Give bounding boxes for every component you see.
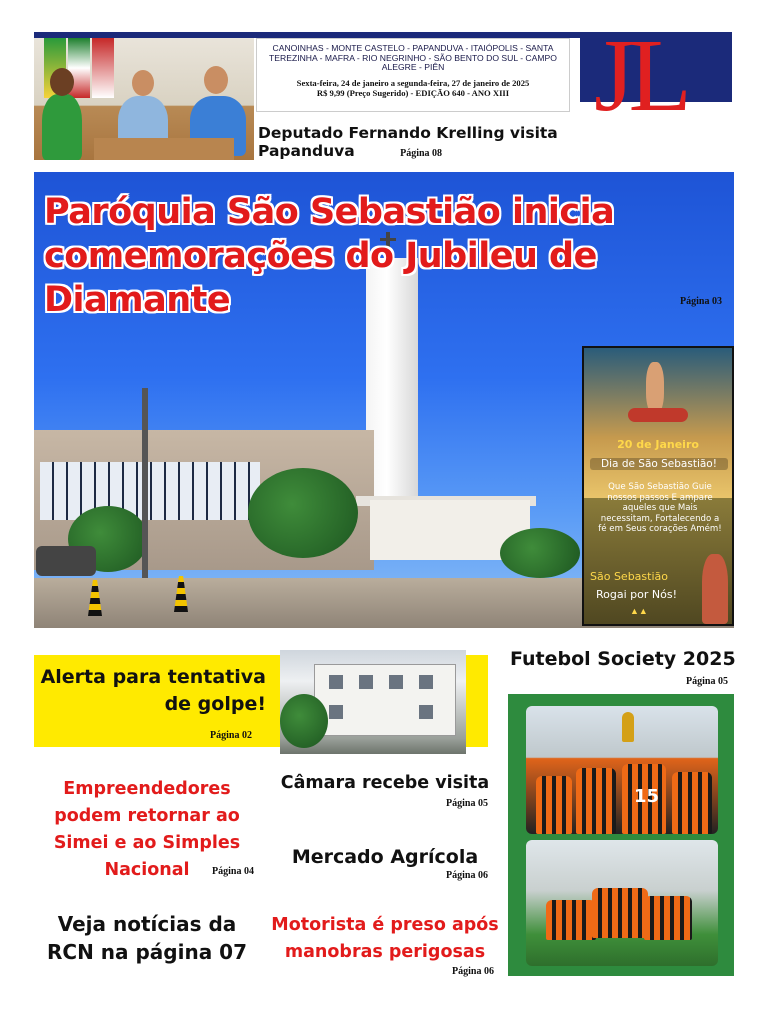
- saint-pray: Rogai por Nós!: [596, 588, 677, 601]
- person-woman-head: [50, 68, 74, 96]
- player: [576, 768, 616, 834]
- driver-headline[interactable]: Motorista é preso após manobras perigosas: [271, 915, 499, 962]
- window: [329, 675, 343, 689]
- saint-prayer: Que São Sebastião Guie nossos passos E ampare aqueles que Mais necessitam, Fortalecendo a fé em Seus corações Amém!: [598, 482, 722, 535]
- person-woman: [42, 94, 82, 160]
- palm-tree: [248, 468, 358, 558]
- entrepreneurs-headline[interactable]: Empreendedores podem retornar ao Simei e ao Simples Nacional: [53, 779, 241, 880]
- deputy-headline: Deputado Fernando Krelling visita Papanduva: [258, 124, 558, 160]
- player: [672, 772, 712, 834]
- entrepreneurs-page-ref: Página 04: [212, 866, 254, 877]
- deputy-page-ref: Página 08: [400, 148, 443, 159]
- window: [329, 705, 343, 719]
- person-right-head: [204, 66, 228, 94]
- date-line: Sexta-feira, 24 de janeiro a segunda-feira, 27 de janeiro de 2025: [296, 77, 530, 88]
- cover-page-ref: Página 03: [680, 296, 722, 307]
- driver-page-ref: Página 06: [452, 966, 494, 977]
- saint-figure: [646, 362, 664, 414]
- camara-headline[interactable]: Câmara recebe visita: [280, 773, 490, 793]
- trophy-icon: [622, 712, 634, 742]
- city-hall-photo[interactable]: [280, 650, 466, 754]
- saint-sebastian-card[interactable]: [582, 346, 734, 626]
- parked-car: [36, 546, 96, 576]
- jersey-number: 15: [634, 786, 660, 807]
- player: [536, 776, 572, 834]
- logo-text: JL: [594, 18, 686, 133]
- saint-date: 20 de Janeiro: [617, 438, 699, 451]
- table: [94, 138, 234, 160]
- tree-right: [500, 528, 580, 578]
- football-celebration-photo[interactable]: [526, 840, 718, 966]
- city-hall-building: [314, 664, 456, 736]
- market-page-ref: Página 06: [446, 870, 488, 881]
- cover-headline[interactable]: Paróquia São Sebastião inicia comemorações do Jubileu de Diamante: [44, 192, 615, 320]
- rcn-headline[interactable]: Veja notícias da RCN na página 07: [47, 912, 247, 964]
- window: [389, 675, 403, 689]
- window: [359, 675, 373, 689]
- player: [546, 900, 596, 940]
- edition-info-box: [256, 38, 570, 112]
- street-pole: [142, 388, 148, 578]
- camara-page-ref: Página 05: [446, 798, 488, 809]
- deputy-story-link[interactable]: [258, 124, 558, 163]
- saint-name: São Sebastião: [590, 570, 668, 583]
- market-headline[interactable]: Mercado Agrícola: [291, 846, 479, 868]
- saint-badge: [628, 408, 688, 422]
- alert-page-ref: Página 02: [210, 730, 252, 741]
- flag-city: [92, 38, 114, 98]
- saint-mini-figure: [702, 554, 728, 624]
- price-line: R$ 9,99 (Preço Sugerido) - EDIÇÃO 640 - ANO XIII: [316, 87, 510, 98]
- deputy-visit-photo[interactable]: [34, 38, 254, 160]
- cities-list: CANOINHAS - MONTE CASTELO - PAPANDUVA - ITAIÓPOLIS - SANTA TEREZINHA - MAFRA - RIO NEGRINHO - SÃO BENTO DO SUL - CAMPO ALEGRE - PIÊN: [269, 43, 557, 73]
- football-page-ref: Página 05: [686, 676, 728, 687]
- player: [644, 896, 692, 940]
- saint-day: Dia de São Sebastião!: [590, 458, 728, 470]
- football-trophy-photo[interactable]: [526, 706, 718, 834]
- football-headline[interactable]: Futebol Society 2025: [510, 648, 736, 670]
- window: [419, 675, 433, 689]
- alert-headline[interactable]: Alerta para tentativa de golpe!: [40, 666, 266, 715]
- church-windows: [40, 462, 260, 520]
- jl-logo[interactable]: [572, 18, 732, 133]
- hands-icon: ▲▲: [630, 606, 648, 616]
- person-center-head: [132, 70, 154, 96]
- player: [592, 888, 648, 938]
- city-tree: [280, 694, 328, 748]
- window: [419, 705, 433, 719]
